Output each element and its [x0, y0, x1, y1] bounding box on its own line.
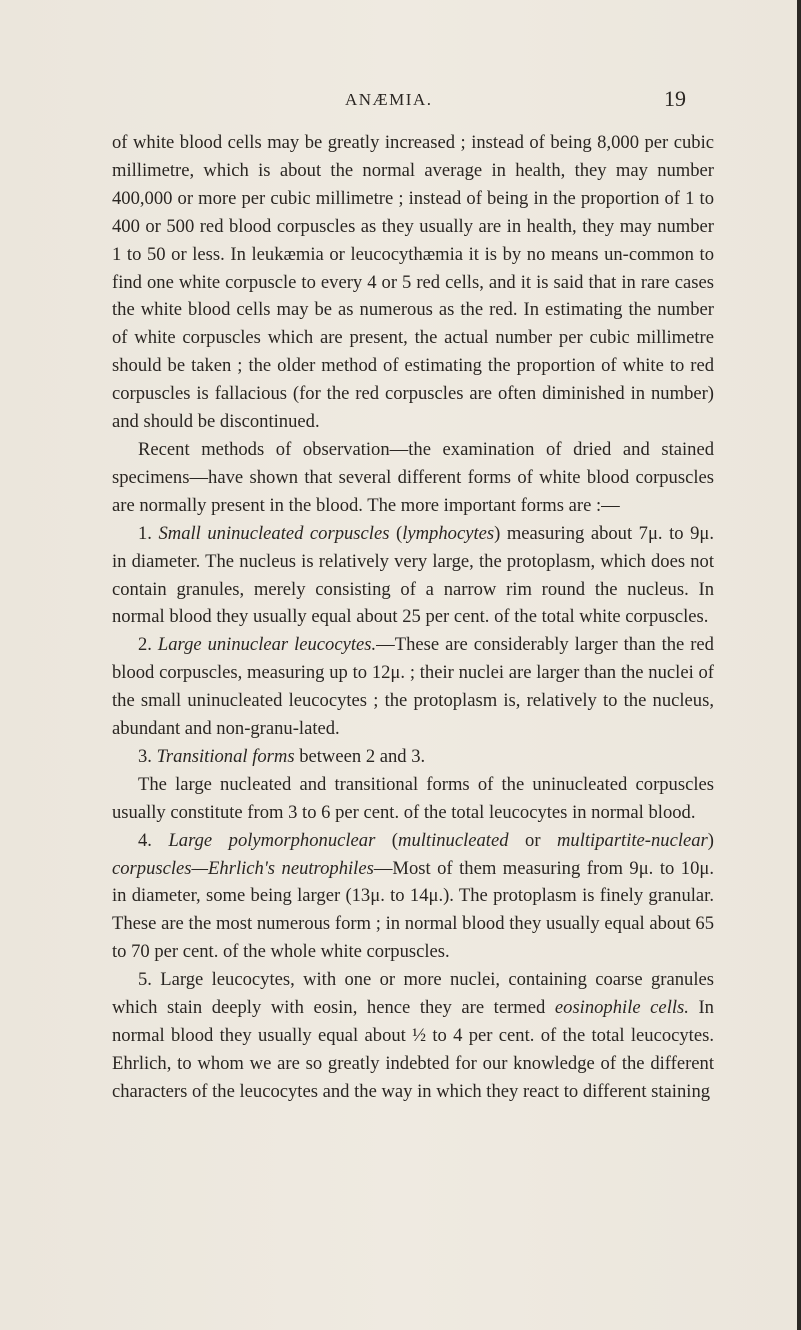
item-1-title: Small uninucleated corpuscles: [158, 522, 390, 544]
item-4-number: 4.: [138, 829, 152, 851]
list-item-5: [112, 966, 714, 1106]
running-title: ANÆMIA.: [345, 90, 433, 109]
item-2-text: —These are considerably larger than the red blood corpuscles, measuring up to 12μ. ; their nuclei are larger than the nuclei of the small uninucleated leucocytes ; the protoplasm is, relatively to the nucleus, abundant and non-granu-lated.: [112, 634, 714, 740]
list-item-2: [112, 631, 714, 743]
body-text: [112, 129, 714, 1106]
item-4-title2: corpuscles—Ehrlich's neutrophiles: [112, 857, 374, 879]
paragraph-3: The large nucleated and transitional forms of the uninucleated corpuscles usually constitute from 3 to 6 per cent. of the total leucocytes in normal blood.: [112, 773, 714, 823]
item-3-title: Transitional forms: [156, 745, 295, 767]
running-head: [0, 86, 801, 120]
item-5-term: eosinophile cells.: [554, 997, 689, 1019]
item-4-or: or: [525, 829, 541, 851]
item-1-alt: lymphocytes: [402, 522, 495, 544]
item-5-text-b: In normal blood they usually equal about ½ to 4 per cent. of the total leucocytes. Ehrlich, to whom we are so greatly indebted for our knowledge of the different characters of the leucocytes and the way in which they react to different staining: [112, 997, 714, 1102]
item-2-title: Large uninuclear leucocytes.: [157, 634, 377, 656]
list-item-3: [112, 743, 714, 771]
list-item-4: 4. Large polymorphonuclear (multinucleated or multipartite-nuclear) corpuscles—Ehrlich's neutrophiles—Most of them measuring from 9μ. to 10μ. in diameter, some being larger (13μ. to 14μ.). The protoplasm is finely granular. These are the most numerous form ; in normal blood they usually equal about 65 to 70 per cent. of the whole white corpuscles.: [112, 829, 714, 963]
item-4-text: —Most of them measuring from 9μ. to 10μ. in diameter, some being larger (13μ. to 14μ.). The protoplasm is finely granular. These are the most numerous form ; in normal blood they usually equal about 65 to 70 per cent. of the whole white corpuscles.: [112, 857, 714, 963]
item-4-title: Large polymorphonuclear: [168, 829, 376, 851]
page-number: 19: [664, 86, 686, 111]
item-4-alt: multinucleated: [398, 829, 509, 851]
item-1-number: 1.: [138, 522, 152, 544]
item-3-number: 3.: [138, 745, 152, 767]
item-2-number: 2.: [138, 634, 152, 656]
item-3-text: between 2 and 3.: [299, 745, 426, 767]
paragraph-2: Recent methods of observation—the examination of dried and stained specimens—have shown that several different forms of white blood corpuscles are normally present in the blood. The more important forms are :—: [112, 438, 714, 516]
item-1-text: measuring about 7μ. to 9μ. in diameter. The nucleus is relatively very large, the protoplasm, which does not contain granules, merely consisting of a narrow rim round the nucleus. In normal blood they usually equal about 25 per cent. of the total white corpuscles.: [112, 522, 715, 628]
item-4-alt2: multipartite-nuclear: [557, 829, 708, 851]
item-5-number: 5.: [138, 969, 152, 991]
paragraph-1: of white blood cells may be greatly increased ; instead of being 8,000 per cubic millimetre, which is about the normal average in health, they may number 400,000 or more per cubic millimetre ; instead of being in the proportion of 1 to 400 or 500 red blood corpuscles as they usually are in health, they may number 1 to 50 or less. In leukæmia or leucocythæmia it is by no means un-common to find one white corpuscle to every 4 or 5 red cells, and it is said that in rare cases the white blood cells may be as numerous as the red. In estimating the number of white corpuscles which are present, the actual number per cubic millimetre should be taken ; the older method of estimating the proportion of white to red corpuscles is fallacious (for the red corpuscles are often diminished in number) and should be discontinued.: [112, 132, 714, 433]
item-5-text-a: Large leucocytes, with one or more nuclei, containing coarse granules which stain deeply with eosin, hence they are termed: [112, 969, 714, 1019]
page-edge: [797, 0, 801, 1330]
list-item-1: 1. Small uninucleated corpuscles (lymphocytes) measuring about 7μ. to 9μ. in diameter. The nucleus is relatively very large, the protoplasm, which does not contain granules, merely consisting of a narrow rim round the nucleus. In normal blood they usually equal about 25 per cent. of the total white corpuscles.: [112, 522, 715, 628]
